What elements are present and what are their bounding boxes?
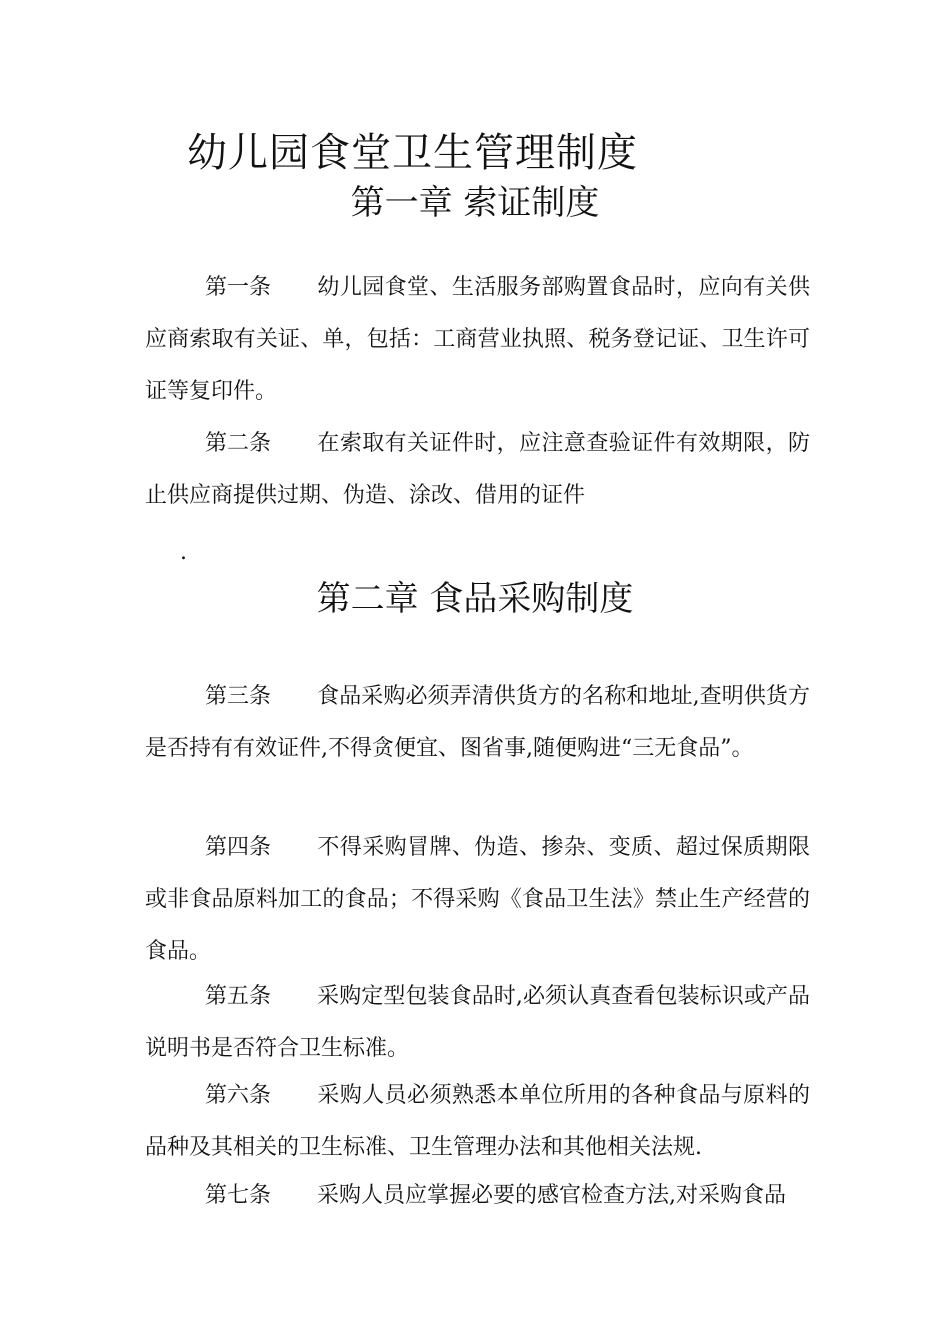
- article-2: [145, 418, 810, 522]
- article-3: [145, 671, 810, 775]
- article-label: 第三条: [205, 684, 272, 709]
- trailing-mark: .: [180, 540, 187, 565]
- article-5: [145, 971, 810, 1075]
- article-text: 幼儿园食堂、生活服务部购置食品时，应向有关供应商索取有关证、单，包括：工商营业执照、税务登记证、卫生许可证等复印件。: [145, 275, 810, 404]
- article-text: 食品采购必须弄清供货方的名称和地址,查明供货方是否持有有效证件,不得贪便宜、图省事,随便购进“三无食品”。: [145, 684, 810, 761]
- article-text: 采购人员必须熟悉本单位所用的各种食品与原料的品种及其相关的卫生标准、卫生管理办法和其他相关法规.: [145, 1083, 810, 1160]
- article-1: [145, 262, 810, 418]
- article-label: 第六条: [205, 1083, 272, 1108]
- article-4: [145, 822, 810, 978]
- article-text: 不得采购冒牌、伪造、掺杂、变质、超过保质期限或非食品原料加工的食品；不得采购《食品卫生法》禁止生产经营的食品。: [145, 835, 810, 964]
- article-text: 在索取有关证件时，应注意查验证件有效期限，防止供应商提供过期、伪造、涂改、借用的证件: [145, 431, 810, 508]
- article-text: 采购定型包装食品时,必须认真查看包装标识或产品说明书是否符合卫生标准。: [145, 984, 810, 1061]
- article-label: 第一条: [205, 275, 272, 300]
- chapter-2-title: 第二章 食品采购制度: [316, 579, 634, 619]
- document-title: 幼儿园食堂卫生管理制度: [187, 130, 638, 176]
- article-label: 第五条: [205, 984, 272, 1009]
- article-label: 第四条: [205, 835, 272, 860]
- article-7: [145, 1170, 810, 1222]
- chapter-1-title: 第一章 索证制度: [350, 183, 600, 223]
- article-label: 第二条: [205, 431, 272, 456]
- article-text: 采购人员应掌握必要的感官检查方法,对采购食品: [317, 1183, 787, 1208]
- article-label: 第七条: [205, 1183, 272, 1208]
- article-6: [145, 1070, 810, 1174]
